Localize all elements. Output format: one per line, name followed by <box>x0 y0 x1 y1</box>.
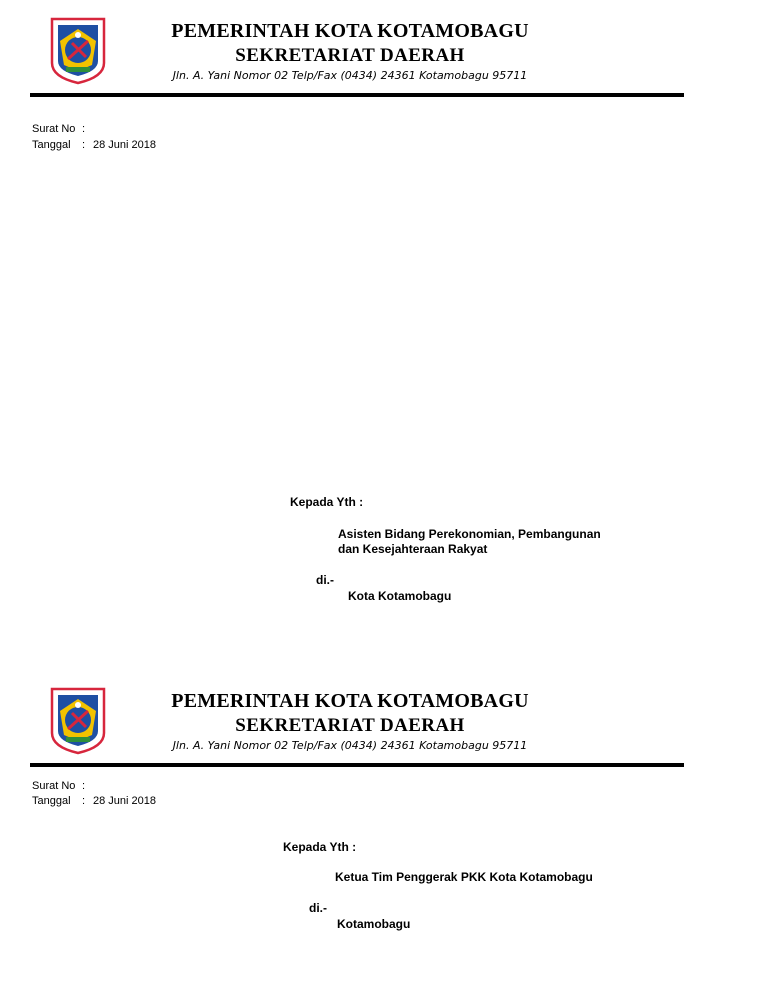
tanggal-value: 28 Juni 2018 <box>93 795 156 807</box>
recipient-di: di.- <box>316 573 334 587</box>
recipient-line-1: Asisten Bidang Perekonomian, Pembangunan <box>338 527 601 541</box>
header-title: PEMERINTAH KOTA KOTAMOBAGU <box>171 690 529 712</box>
recipient-line-1: Ketua Tim Penggerak PKK Kota Kotamobagu <box>335 870 593 884</box>
header-subtitle: SEKRETARIAT DAERAH <box>235 715 465 736</box>
surat-no-label: Surat No <box>32 780 76 792</box>
recipient-city: Kotamobagu <box>337 917 411 931</box>
tanggal-value: 28 Juni 2018 <box>93 139 156 151</box>
recipient-line-2: dan Kesejahteraan Rakyat <box>338 542 488 556</box>
recipient-city: Kota Kotamobagu <box>348 589 452 603</box>
recipient-di: di.- <box>309 901 327 915</box>
header-subtitle: SEKRETARIAT DAERAH <box>235 45 465 66</box>
tanggal-row: Tanggal : 28 Juni 2018 <box>32 139 156 151</box>
header-address: Jln. A. Yani Nomor 02 Telp/Fax (0434) 24361 Kotamobagu 95711 <box>172 69 528 82</box>
surat-no-label: Surat No <box>32 123 76 135</box>
tanggal-row: Tanggal : 28 Juni 2018 <box>32 795 156 807</box>
letter-2 <box>0 670 768 999</box>
surat-no-row: Surat No : <box>32 123 86 135</box>
surat-no-row: Surat No : <box>32 780 86 792</box>
kepada-yth: Kepada Yth : <box>283 840 357 854</box>
header-address: Jln. A. Yani Nomor 02 Telp/Fax (0434) 24361 Kotamobagu 95711 <box>172 739 528 752</box>
tanggal-label: Tanggal <box>32 795 71 807</box>
kepada-yth: Kepada Yth : <box>290 495 364 509</box>
tanggal-label: Tanggal <box>32 139 71 151</box>
header-divider <box>30 763 684 767</box>
header-divider <box>30 93 684 97</box>
header-title: PEMERINTAH KOTA KOTAMOBAGU <box>171 20 529 42</box>
